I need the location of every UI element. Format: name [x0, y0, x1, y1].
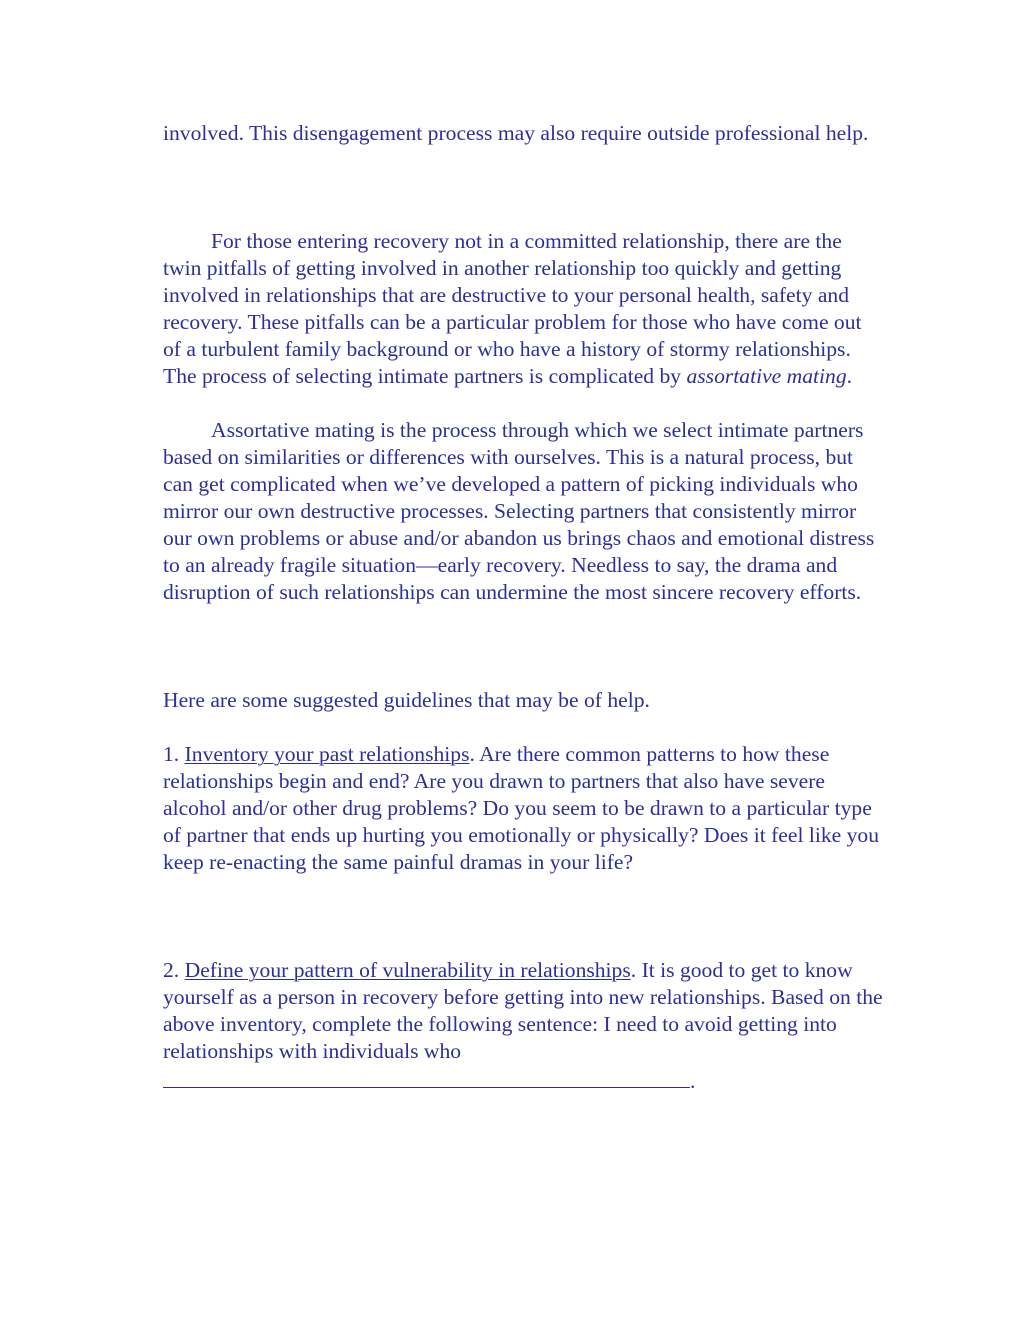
- paragraph-text: involved. This disengagement process may also require outside professional help.: [163, 121, 869, 145]
- paragraph-pitfalls: [163, 228, 883, 390]
- paragraph-text: For those entering recovery not in a committed relationship, there are the twin pitfalls of getting involved in another relationship too quickly and getting involved in relationships that are destructive to your personal health, safety and recovery. These pitfalls can be a particular problem for those who have come out of a turbulent family background or who have a history of stormy relationships. The process of selecting intimate partners is complicated by: [163, 229, 862, 388]
- guideline-item-1: [163, 741, 883, 876]
- item-number: 2.: [163, 958, 180, 982]
- emphasis-term: assortative mating: [686, 364, 847, 388]
- paragraph-assortative-mating: [163, 417, 883, 606]
- blank-end: .: [690, 1069, 696, 1093]
- paragraph-text: Assortative mating is the process through which we select intimate partners based on similarities or differences with ourselves. This is a natural process, but can get complicated when we’ve developed a pattern of picking individuals who mirror our own destructive processes. Selecting partners that consistently mirror our own problems or abuse and/or abandon us brings chaos and emotional distress to an already fragile situation—early recovery. Needless to say, the drama and disruption of such relationships can undermine the most sincere recovery efforts.: [163, 418, 875, 604]
- item-heading: Define your pattern of vulnerability in relationships: [184, 958, 631, 982]
- paragraph-end: .: [846, 364, 853, 388]
- fill-in-blank-line[interactable]: [163, 1065, 690, 1088]
- item-heading: Inventory your past relationships: [184, 742, 470, 766]
- paragraph-text: Here are some suggested guidelines that may be of help.: [163, 688, 650, 712]
- guidelines-intro: [163, 687, 883, 714]
- item-text: . Are there common patterns to how these relationships begin and end? Are you drawn to partners that also have severe alcohol and/or other drug problems? Do you seem to be drawn to a particular type of partner that ends up hurting you emotionally or physically? Does it feel like you keep re-enacting the same painful dramas in your life?: [163, 742, 880, 874]
- paragraph-continued: [163, 120, 883, 147]
- guideline-item-2: [163, 957, 883, 1095]
- item-number: 1.: [163, 742, 180, 766]
- item-text: . It is good to get to know yourself as a person in recovery before getting into new relationships. Based on the above inventory, complete the following sentence: I need to avoid getting into relationships with individuals who: [163, 958, 883, 1063]
